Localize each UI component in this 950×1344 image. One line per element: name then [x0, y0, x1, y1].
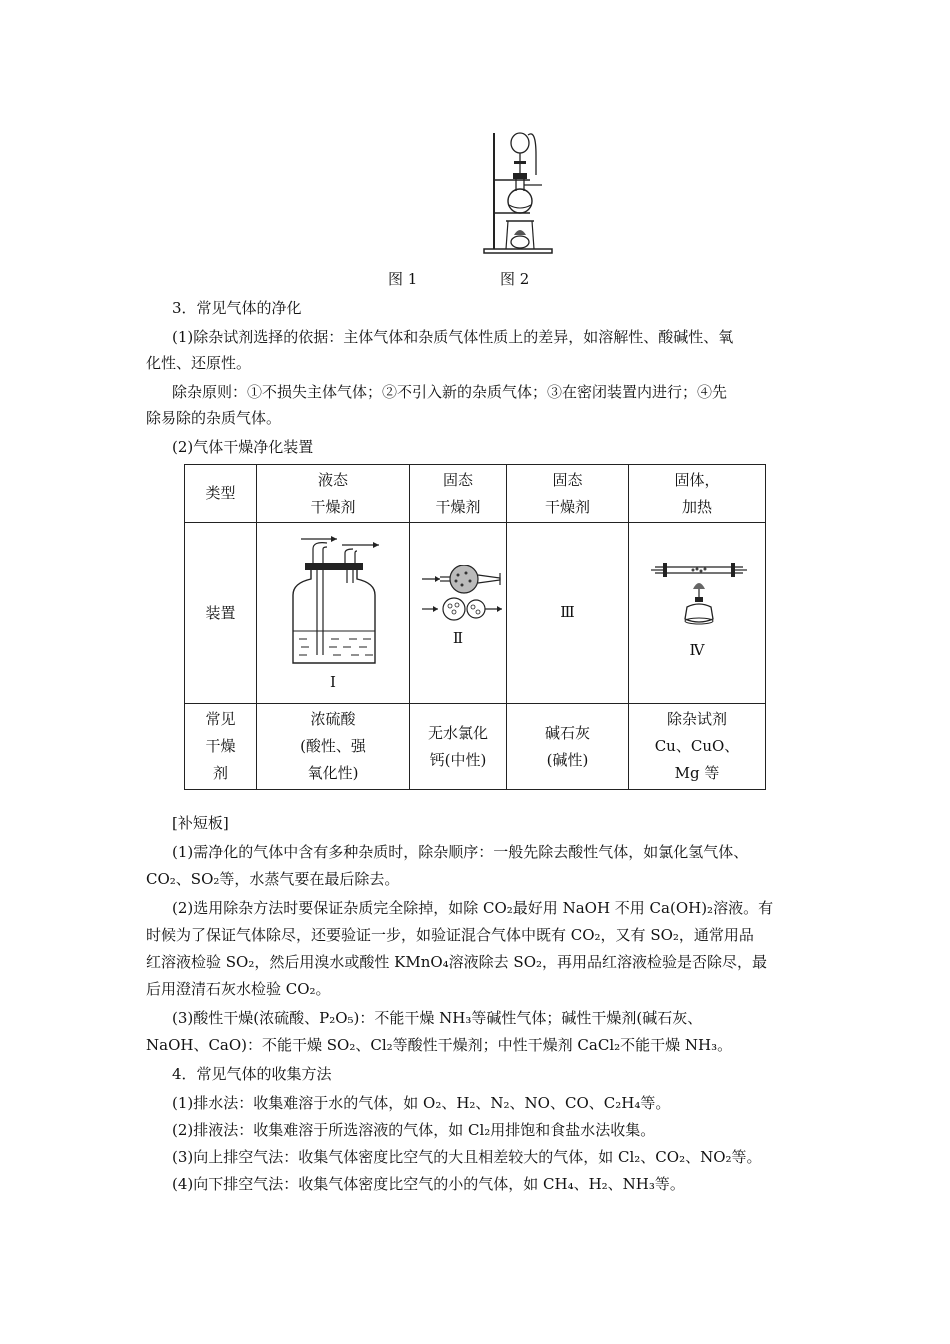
- table-cell: 固态 干燥剂: [507, 465, 629, 523]
- table-cell: 常见 干燥 剂: [185, 704, 257, 790]
- paragraph-line: (3)向上排空气法：收集气体密度比空气的大且相差较大的气体，如 Cl₂、CO₂、NO₂等。: [172, 1148, 762, 1166]
- paragraph-line: (1)除杂试剂选择的依据：主体气体和杂质气体性质上的差异，如溶解性、酸碱性、氧: [172, 328, 734, 346]
- table-cell: [257, 523, 410, 704]
- table-cell: [629, 523, 766, 704]
- table-cell: 固态 干燥剂: [410, 465, 507, 523]
- paragraph-line: 化性、还原性。: [146, 354, 252, 372]
- section-3-title: 3．常见气体的净化: [172, 299, 302, 317]
- device-label: Ⅳ: [689, 641, 705, 659]
- paragraph-line: (2)排液法：收集难溶于所选溶液的气体，如 Cl₂用排饱和食盐水法收集。: [172, 1121, 656, 1139]
- paragraph-line: 除易除的杂质气体。: [146, 409, 282, 427]
- table-row: [185, 523, 766, 704]
- table-cell: 除杂试剂 Cu、CuO、 Mg 等: [629, 704, 766, 790]
- paragraph-line: (3)酸性干燥(浓硫酸、P₂O₅)：不能干燥 NH₃等碱性气体；碱性干燥剂(碱石灰、: [172, 1009, 703, 1027]
- drying-tube-icon: [420, 565, 505, 625]
- figure-2-label: 图 2: [500, 270, 530, 288]
- section-4-title: 4．常见气体的收集方法: [172, 1065, 332, 1083]
- gas-washing-bottle-icon: [287, 531, 382, 666]
- gas-generator-apparatus-figure: [478, 125, 558, 260]
- table-cell: [410, 523, 507, 704]
- table-row: [185, 704, 766, 790]
- figure-1-label: 图 1: [388, 270, 418, 288]
- table-cell: 类型: [185, 465, 257, 523]
- device-label: Ⅲ: [560, 603, 575, 621]
- paragraph-line: 时候为了保证气体除尽，还要验证一步，如验证混合气体中既有 CO₂，又有 SO₂，通常用品: [146, 926, 754, 944]
- paragraph-line: 红溶液检验 SO₂，然后用溴水或酸性 KMnO₄溶液除去 SO₂，再用品红溶液检验是否除尽，最: [146, 953, 768, 971]
- table-cell: [507, 523, 629, 704]
- paragraph-line: NaOH、CaO)：不能干燥 SO₂、Cl₂等酸性干燥剂；中性干燥剂 CaCl₂不能干燥 NH₃。: [146, 1036, 733, 1054]
- paragraph-line: CO₂、SO₂等，水蒸气要在最后除去。: [146, 870, 400, 888]
- paragraph-line: (1)需净化的气体中含有多种杂质时，除杂顺序：一般先除去酸性气体，如氯化氢气体、: [172, 843, 749, 861]
- gas-drying-table: [184, 464, 766, 790]
- paragraph-line: (1)排水法：收集难溶于水的气体，如 O₂、H₂、N₂、NO、CO、C₂H₄等。: [172, 1094, 671, 1112]
- device-label: Ⅱ: [452, 629, 464, 647]
- table-cell: 液态 干燥剂: [257, 465, 410, 523]
- table-cell: 浓硫酸 (酸性、强 氧化性): [257, 704, 410, 790]
- paragraph-line: 后用澄清石灰水检验 CO₂。: [146, 980, 331, 998]
- paragraph-line: 除杂原则：①不损失主体气体；②不引入新的杂质气体；③在密闭装置内进行；④先: [172, 383, 728, 401]
- table-cell: 装置: [185, 523, 257, 704]
- paragraph-line: (2)气体干燥净化装置: [172, 438, 314, 456]
- device-label: Ⅰ: [330, 673, 336, 691]
- supplement-title: [补短板]: [172, 814, 229, 832]
- table-row: [185, 465, 766, 523]
- paragraph-line: (2)选用除杂方法时要保证杂质完全除掉，如除 CO₂最好用 NaOH 不用 Ca(OH)₂溶液。有: [172, 899, 774, 917]
- table-cell: 碱石灰 (碱性): [507, 704, 629, 790]
- table-cell: 固体， 加热: [629, 465, 766, 523]
- heated-tube-apparatus-icon: [649, 559, 749, 639]
- paragraph-line: (4)向下排空气法：收集气体密度比空气的小的气体，如 CH₄、H₂、NH₃等。: [172, 1175, 685, 1193]
- table-cell: 无水氯化 钙(中性): [410, 704, 507, 790]
